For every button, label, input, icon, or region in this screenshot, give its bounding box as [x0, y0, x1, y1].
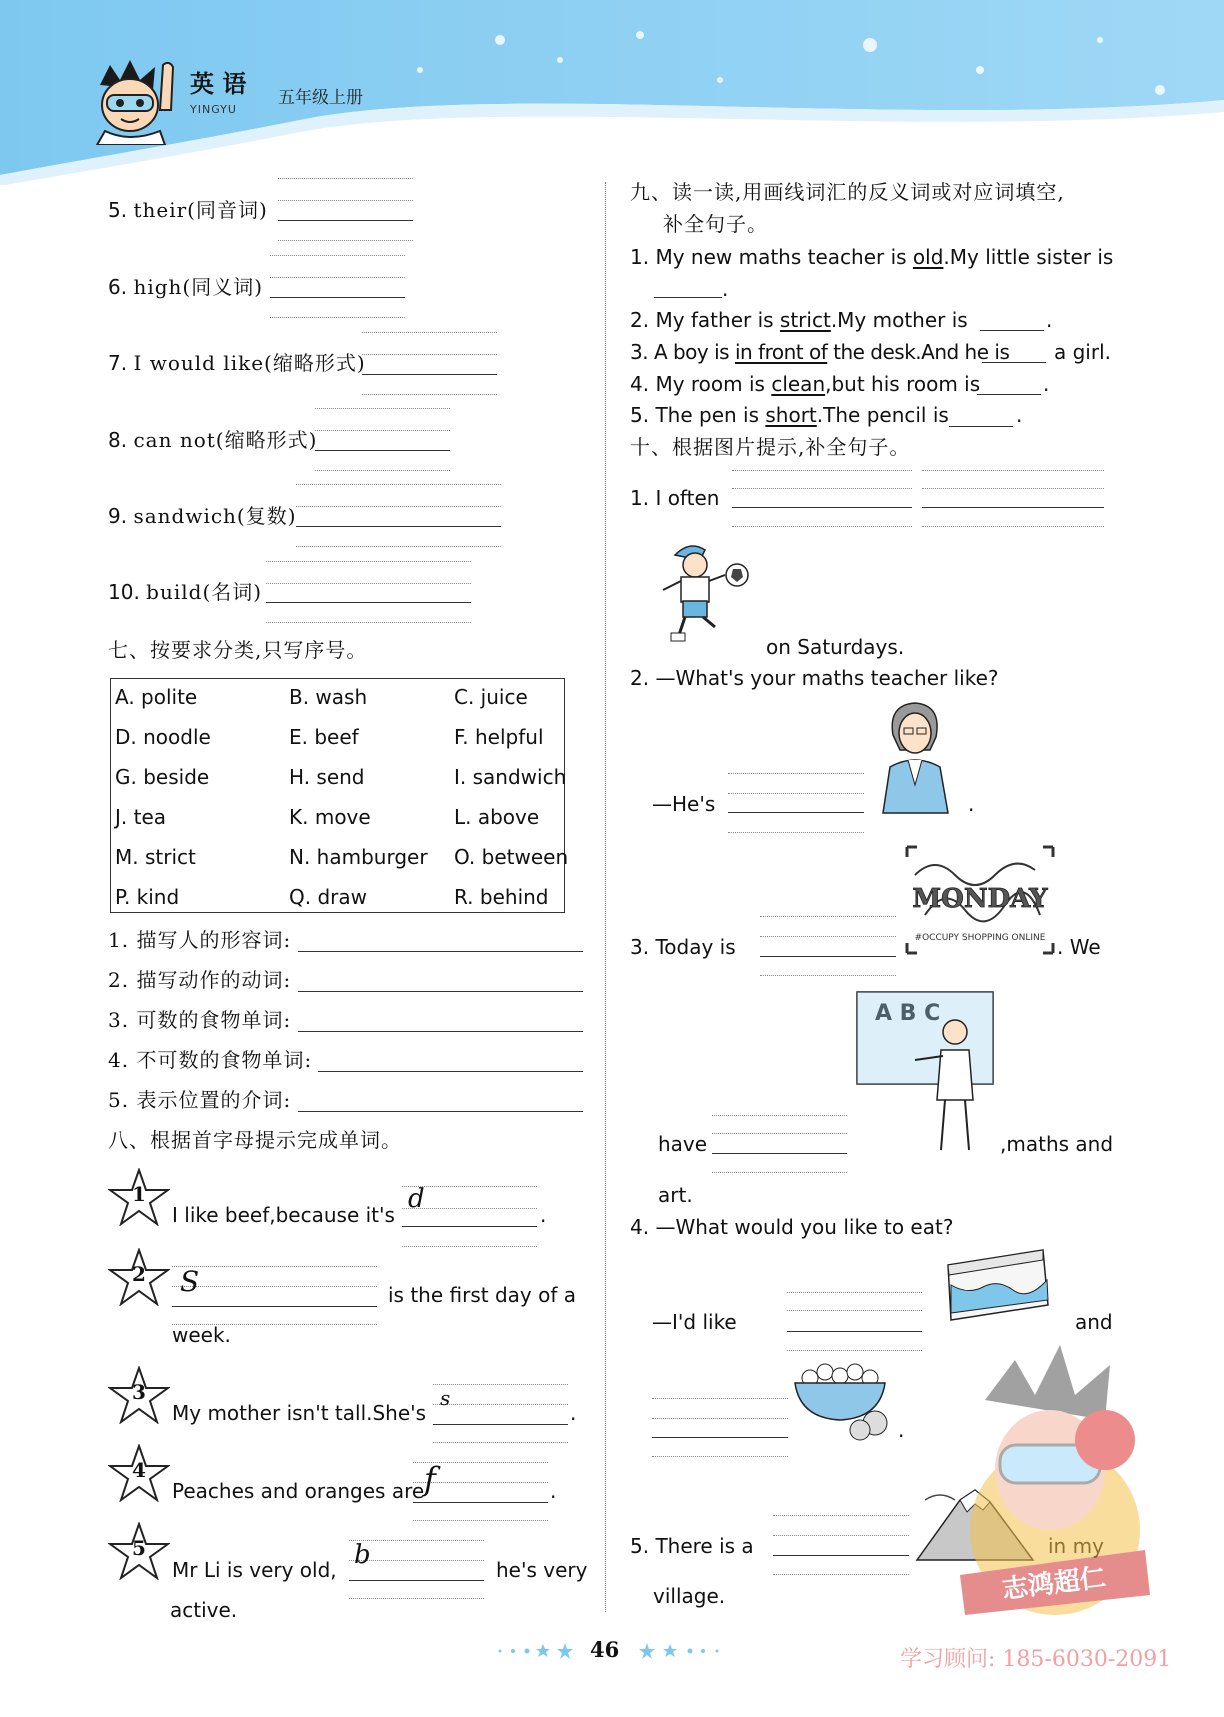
picture-question: 3. Today is — [630, 935, 736, 959]
answer-line[interactable] — [362, 374, 497, 375]
monday-illustration — [905, 845, 1055, 955]
item-text-continued: active. — [170, 1598, 238, 1622]
antonym-question — [630, 308, 968, 332]
question-item — [108, 428, 317, 452]
picture-question: 1. I often — [630, 486, 720, 510]
item-number: 6. — [108, 275, 128, 299]
item-number: 8. — [108, 428, 128, 452]
grid-cell: P. kind — [115, 885, 180, 909]
item-text: Peaches and oranges are — [172, 1479, 425, 1503]
page-number: 46 — [590, 1637, 620, 1662]
underlined-word: clean — [771, 372, 826, 396]
dotted-line — [278, 178, 413, 179]
q-text: .The pencil is — [816, 403, 949, 427]
dotted-line — [732, 470, 912, 471]
item-punct: . — [540, 1203, 547, 1227]
item-text: I like beef,because it's — [172, 1203, 395, 1227]
subject-title: 英 语 — [190, 70, 247, 98]
abc-teacher-illustration — [855, 990, 995, 1155]
answer-line[interactable] — [732, 507, 912, 508]
hint-letter: f — [424, 1460, 436, 1498]
answer-line[interactable] — [315, 450, 450, 451]
answer-line[interactable] — [413, 1502, 548, 1503]
question-item — [108, 351, 366, 375]
answer-line[interactable] — [298, 951, 583, 952]
question-item — [108, 504, 297, 528]
dotted-line — [732, 526, 912, 527]
answer-line[interactable] — [278, 220, 413, 221]
dotted-line — [760, 916, 896, 917]
section9-title-cont: 补全句子。 — [663, 212, 768, 236]
answer-line[interactable] — [980, 330, 1044, 331]
dotted-line — [787, 1350, 922, 1351]
dotted-line — [773, 1574, 909, 1575]
q-text: the desk.And he is — [827, 340, 1010, 364]
dotted-line — [362, 354, 497, 355]
hint-letter: s — [440, 1386, 451, 1410]
answer-line[interactable] — [654, 297, 722, 298]
page-header — [0, 0, 1224, 185]
item-text: can not(缩略形式) — [133, 428, 318, 452]
item-text: My mother isn't tall.She's — [172, 1401, 427, 1425]
answer-line[interactable] — [982, 362, 1046, 363]
q-text: 5. The pen is — [630, 403, 766, 427]
answer-line[interactable] — [433, 1424, 568, 1425]
item-text: Mr Li is very old, — [172, 1558, 337, 1582]
answer-line[interactable] — [787, 1331, 922, 1332]
dotted-line — [172, 1286, 377, 1287]
dotted-line — [296, 506, 501, 507]
q-text: 1. My new maths teacher is — [630, 245, 913, 269]
section9-title: 九、读一读,用画线词汇的反义词或对应词填空, — [630, 180, 1065, 204]
grid-cell: M. strict — [115, 845, 196, 869]
word-grid — [110, 678, 569, 913]
grid-cell: F. helpful — [454, 725, 544, 749]
mascot-watermark — [935, 1340, 1165, 1630]
item-text: their(同音词) — [133, 198, 268, 222]
dotted-line — [760, 936, 896, 937]
q-text: 4. My room is — [630, 372, 772, 396]
item-number: 7. — [108, 351, 128, 375]
classify-question: 2. 描写动作的动词: — [108, 968, 292, 992]
answer-line[interactable] — [266, 602, 471, 603]
antonym-question — [630, 245, 1113, 269]
monday-subtext: #OCCUPY SHOPPING ONLINE — [914, 933, 1046, 943]
antonym-question — [630, 372, 980, 396]
dotted-line — [773, 1515, 909, 1516]
q-text: a girl. — [1054, 340, 1112, 364]
grade-label: 五年级上册 — [278, 88, 363, 108]
dotted-line — [266, 561, 471, 562]
item-number: 9. — [108, 504, 128, 528]
classify-question: 3. 可数的食物单词: — [108, 1008, 292, 1032]
dotted-line — [270, 317, 405, 318]
board-letters: A B C — [875, 1001, 941, 1026]
dotted-line — [712, 1115, 847, 1116]
picture-question-cont: . We — [1057, 935, 1101, 959]
antonym-question — [630, 340, 1009, 364]
dotted-line — [773, 1535, 909, 1536]
fruit-bowl-illustration — [790, 1358, 900, 1443]
section8-title: 八、根据首字母提示完成单词。 — [108, 1128, 402, 1152]
section10-title: 十、根据图片提示,补全句子。 — [630, 435, 911, 459]
answer-line[interactable] — [402, 1226, 537, 1227]
q-punct: . — [1016, 403, 1023, 427]
answer-line[interactable] — [318, 1071, 583, 1072]
dotted-line — [433, 1384, 568, 1385]
dotted-line — [787, 1310, 922, 1311]
stamp-text: 志鸿超仁 — [1000, 1562, 1108, 1606]
grid-cell: N. hamburger — [289, 845, 428, 869]
grid-cell: B. wash — [289, 685, 368, 709]
answer-line[interactable] — [773, 1555, 909, 1556]
dotted-line — [362, 394, 497, 395]
star-number: 5 — [132, 1536, 146, 1560]
item-text: high(同义词) — [133, 275, 264, 299]
dotted-line — [172, 1266, 377, 1267]
grid-cell: A. polite — [115, 685, 198, 709]
dotted-line — [278, 200, 413, 201]
dotted-line — [652, 1418, 788, 1419]
picture-question: 4. —What would you like to eat? — [630, 1215, 954, 1239]
q-punct: . — [1046, 308, 1053, 332]
grid-cell: H. send — [289, 765, 365, 789]
hint-letter: d — [408, 1184, 425, 1214]
underlined-word: in front of — [734, 340, 828, 364]
dotted-line — [728, 773, 864, 774]
dotted-line — [732, 488, 912, 489]
underlined-word: short — [765, 403, 817, 427]
answer-line[interactable] — [712, 1153, 847, 1154]
grid-cell: Q. draw — [289, 885, 367, 909]
q-punct: . — [968, 792, 975, 816]
dotted-line — [402, 1246, 537, 1247]
underlined-word: old — [912, 245, 944, 269]
sandwich-illustration — [943, 1245, 1053, 1330]
item-text: I would like(缩略形式) — [133, 351, 366, 375]
dotted-line — [712, 1133, 847, 1134]
dotted-line — [433, 1404, 568, 1405]
q-text: 2. My father is — [630, 308, 780, 332]
hint-letter: b — [354, 1540, 371, 1570]
item-text-continued: week. — [172, 1323, 231, 1347]
star-number: 4 — [132, 1458, 146, 1482]
dotted-line — [760, 975, 896, 976]
answer-line[interactable] — [349, 1580, 484, 1581]
answer-line[interactable] — [298, 1031, 583, 1032]
dotted-line — [712, 1172, 847, 1173]
dotted-line — [278, 240, 413, 241]
q-text: .My little sister is — [943, 245, 1114, 269]
question-item — [108, 198, 268, 222]
grid-cell: L. above — [454, 805, 540, 829]
answer-line[interactable] — [296, 526, 501, 527]
star-number: 2 — [132, 1262, 146, 1286]
answer-line[interactable] — [652, 1437, 788, 1438]
dotted-line — [296, 546, 501, 547]
grid-cell: J. tea — [115, 805, 167, 829]
hint-letter: S — [180, 1265, 200, 1298]
mascot-logo — [85, 55, 195, 145]
grid-cell: E. beef — [289, 725, 359, 749]
q-text: 3. A boy is — [630, 340, 735, 364]
dotted-line — [728, 793, 864, 794]
star-number: 1 — [132, 1182, 146, 1206]
dotted-line — [266, 583, 471, 584]
picture-question-cont: and — [1075, 1310, 1113, 1334]
column-divider — [605, 182, 606, 1612]
boy-football-illustration — [655, 535, 755, 650]
question-item — [108, 275, 263, 299]
dotted-line — [315, 470, 450, 471]
subject-pinyin: YINGYU — [190, 103, 237, 116]
classify-question: 1. 描写人的形容词: — [108, 928, 292, 952]
item-punct: . — [550, 1479, 557, 1503]
grid-cell: C. juice — [454, 685, 528, 709]
answer-line[interactable] — [977, 394, 1041, 395]
item-punct: . — [570, 1401, 577, 1425]
q-punct: . — [898, 1418, 905, 1442]
q-text: .My mother is — [830, 308, 968, 332]
grid-cell: K. move — [289, 805, 371, 829]
picture-question-end: village. — [653, 1584, 726, 1608]
grid-cell: G. beside — [115, 765, 210, 789]
dotted-line — [266, 622, 471, 623]
monday-text: MONDAY — [912, 884, 1048, 914]
dotted-line — [315, 430, 450, 431]
classify-question: 5. 表示位置的介词: — [108, 1088, 292, 1112]
answer-line[interactable] — [728, 812, 864, 813]
teacher-illustration — [868, 695, 963, 815]
dotted-line — [413, 1520, 548, 1521]
underlined-word: strict — [779, 308, 831, 332]
q-punct: . — [1043, 372, 1050, 396]
antonym-question — [630, 403, 949, 427]
grid-cell: D. noodle — [115, 725, 211, 749]
dotted-line — [922, 470, 1104, 471]
dotted-line — [315, 408, 450, 409]
answer-line[interactable] — [949, 426, 1013, 427]
answer-line[interactable] — [298, 1111, 583, 1112]
item-text: he's very — [496, 1558, 588, 1582]
item-number: 5. — [108, 198, 128, 222]
classify-question: 4. 不可数的食物单词: — [108, 1048, 313, 1072]
item-text: build(名词) — [146, 580, 263, 604]
grid-cell: R. behind — [454, 885, 549, 909]
answer-line[interactable] — [172, 1306, 377, 1307]
dotted-line — [270, 255, 405, 256]
picture-question: 2. —What's your maths teacher like? — [630, 666, 999, 690]
dotted-line — [922, 488, 1104, 489]
dotted-line — [728, 832, 864, 833]
answer-line[interactable] — [760, 956, 896, 957]
item-text: is the first day of a — [388, 1283, 576, 1307]
dotted-line — [270, 277, 405, 278]
item-number: 10. — [108, 580, 140, 604]
picture-answer-prefix: —I'd like — [652, 1310, 737, 1334]
answer-line[interactable] — [298, 991, 583, 992]
picture-question-cont: ,maths and — [1000, 1132, 1114, 1156]
picture-question-end: art. — [658, 1183, 693, 1207]
picture-answer-prefix: —He's — [652, 792, 716, 816]
q-text: ,but his room is — [825, 372, 981, 396]
picture-question-cont: have — [658, 1132, 708, 1156]
contact-watermark: 学习顾问: 185-6030-2091 — [900, 1647, 1172, 1672]
answer-line[interactable] — [922, 507, 1104, 508]
dotted-line — [652, 1456, 788, 1457]
item-text: sandwich(复数) — [133, 504, 297, 528]
answer-line[interactable] — [270, 297, 405, 298]
dotted-line — [652, 1398, 788, 1399]
dotted-line — [296, 484, 501, 485]
dotted-line — [787, 1292, 922, 1293]
picture-question-end: on Saturdays. — [766, 635, 905, 659]
star-number: 3 — [132, 1380, 146, 1404]
grid-cell: O. between — [454, 845, 569, 869]
dotted-line — [349, 1598, 484, 1599]
picture-question: 5. There is a — [630, 1534, 754, 1558]
dotted-line — [362, 332, 497, 333]
q-punct: . — [722, 277, 729, 301]
grid-cell: I. sandwich — [454, 765, 567, 789]
question-item — [108, 580, 262, 604]
dotted-line — [922, 526, 1104, 527]
section7-title: 七、按要求分类,只写序号。 — [108, 638, 368, 662]
dotted-line — [433, 1442, 568, 1443]
